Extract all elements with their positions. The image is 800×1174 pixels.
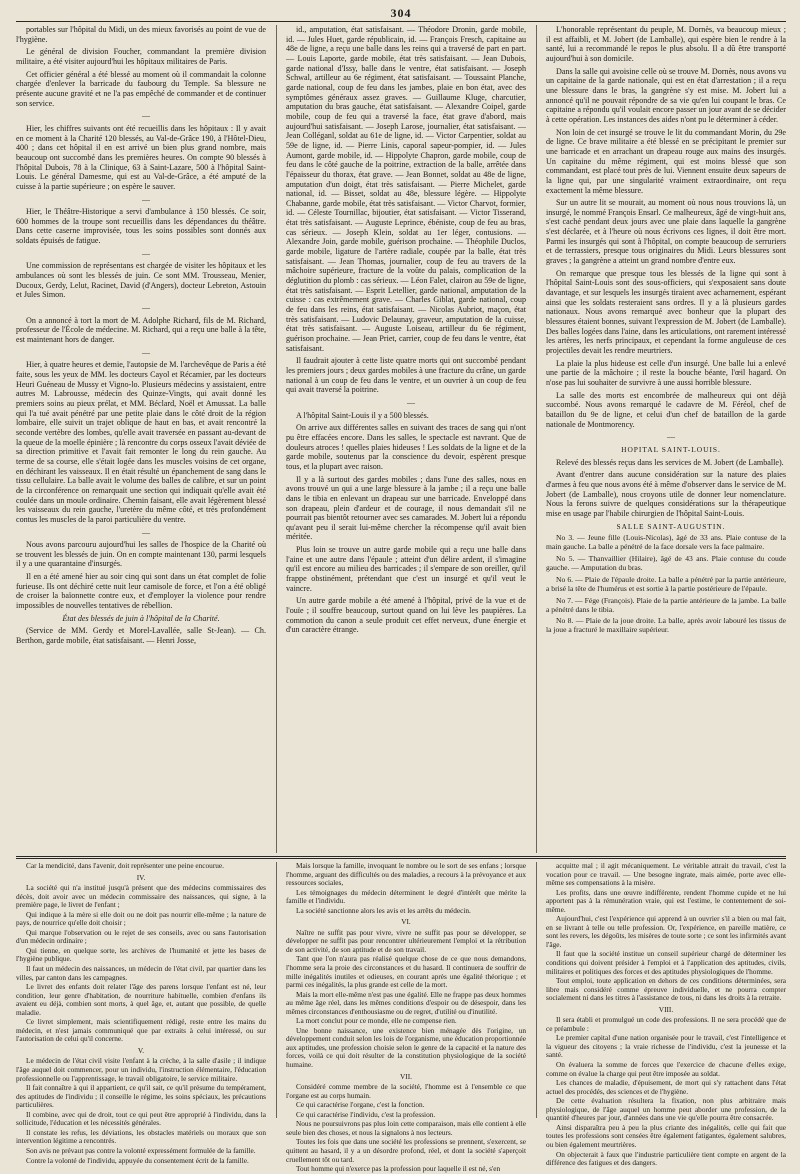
paragraph: Non loin de cet insurgé se trouve le lit du commandant Morin, du 29e de ligne. Ce brave militaire a été blessé en se précipitant le premier sur une barricade et en arrachant un drapeau rouge aux mains des insurgés. Un capitaine du même régiment, qui est moins blessé que son commandant, est placé tout près de lui. Viennent ensuite deux sapeurs de la ligne qui, par une singularité vraiment extraordinaire, ont reçu exactement la même blessure. [546, 127, 786, 195]
paragraph: Plus loin se trouve un autre garde mobile qui a reçu une balle dans l'aine et une autre dans l'épaule ; atteint d'un délire ardent, il s'imagine qu'il est encore au milieu des barricades ; il s'empare de son oreiller, qu'il frappe obstinément, prétendant que c'est un insurgé et qu'il veut le vaincre. [286, 545, 526, 593]
paragraph: Tant que l'on n'aura pas réalisé quelque chose de ce que nous demandons, l'homme sera la proie des circonstances et du hasard. Il continuera de souffrir de mille inégalités inutiles et odieuses, en courant après une égalité théorique ; et parmi ces inégalités, la plus grande est celle de la mort. [286, 954, 526, 990]
paragraph: Mais lorsque la famille, invoquant le nombre ou le sort de ses enfans ; lorsque l'homme, arguant des difficultés ou des maladies, a recours à la prévoyance et aux ressources sociales, [286, 861, 526, 888]
paragraph: Son avis ne prévaut pas contre la volonté expressément formulée de la famille. [26, 1145, 256, 1155]
paragraph: Les témoignages du médecin déterminent le degré d'intérêt que mérite la famille et l'individu. [286, 887, 526, 906]
paragraph: Tout homme qui n'exerce pas la profession pour laquelle il est né, s'en [296, 1164, 501, 1174]
paragraph: Il fait connaître à qui il appartient, ce qu'il sait, ce qu'il présume du tempérament, des aptitudes de l'individu ; il conseille le régime, les soins spéciaux, les précautions particulières. [16, 1083, 266, 1110]
paragraph: Tout emploi, toute application en dehors de ces conditions déterminées, sera libre mais considéré comme épreuve individuelle, et ne pourra compter socialement ni dans les titres à l'assistance de tous, ni dans les droits à la retraite. [546, 976, 786, 1003]
paragraph: Il constate les refus, les déviations, les obstacles matériels ou moraux que son intervention légitime a rencontrés. [16, 1127, 266, 1146]
paragraph: La société sanctionne alors les avis et les arrêts du médecin. [296, 905, 471, 915]
paragraph: On arrive aux différentes salles en suivant des traces de sang qui n'ont pu être effacées encore. Dans les salles, le spectacle est navrant. Que de douleurs atroces ! quelles plaies hideuses ! Les soldats de la ligne et de la garde mobile, soutenus par la conscience du devoir, espèrent presque tous, et la plupart avec raison. [286, 423, 526, 471]
paragraph: Cet officier général a été blessé au moment où il commandait la colonne chargée d'enlever la barricade du faubourg du Temple. Sa blessure ne présente aucune gravité et ne l'a pas empêché de commander et de continuer son service. [16, 69, 266, 108]
patient-entry: No 5. — Thanvaillier (Hilaire), âgé de 43 ans. Plaie contuse du coude gauche. — Amputation du bras. [546, 553, 786, 572]
paragraph: (Service de MM. Gerdy et Morel-Lavallée, salle St-Jean). — Ch. Berthon, garde mobile, état satisfaisant. — Henri Josse, [16, 626, 266, 646]
lower-column-right [536, 861, 786, 1168]
paragraph: Il faudrait ajouter à cette liste quatre morts qui ont succombé pendant les premiers jours ; deux gardes mobiles à une fracture du crâne, un garde national à un coup de feu dans le ventre, et un ouvrier à un coup de feu qui avait traversé la poitrine. [286, 356, 526, 395]
paragraph: portables sur l'hôpital du Midi, un des mieux favorisés au point de vue de l'hygiène. [16, 25, 266, 44]
separator: — [142, 527, 150, 537]
separator: — [142, 347, 150, 357]
separator: — [667, 432, 675, 442]
paragraph: Naître ne suffit pas pour vivre, vivre ne suffit pas pour se développer, se développer ne suffit pas pour rencontrer ultérieurement l'emploi et la rétribution de son activité, de son aptitude et de son travail. [286, 927, 526, 954]
paragraph: Le livret des enfants doit relater l'âge des parens lorsque l'enfant est né, leur condition, leur genre d'habitation, de nourriture habituelle, combien d'enfans ils avaient eu déjà, combien sont morts, à quel âge, et, autant que possible, de quelle maladie. [16, 982, 266, 1017]
paragraph: Il faut un médecin des naissances, un médecin de l'état civil, par quartier dans les villes, par canton dans les campagnes. [16, 964, 266, 982]
paragraph: Une bonne naissance, une existence bien ménagée dès l'origine, un développement conduit selon les lois de l'organisme, une éducation proportionnée aux aptitudes, une profession choisie selon le genre de la capacité et la nature des forces, voilà ce qui doit résulter de la constitution physiologique de la société humaine. [286, 1025, 526, 1070]
paragraph: Nous avons parcouru aujourd'hui les salles de l'hospice de la Charité où se trouvent les blessés de juin. On en compte maintenant 130, parmi lesquels il y a une quarantaine d'insurgés. [16, 540, 266, 569]
paragraph: Hier, le Théâtre-Historique a servi d'ambulance à 150 blessés. Ce soir, 600 hommes de la troupe sont recueillis dans les dépendances du théâtre. Dans cette caserne improvisée, tous les soins possibles sont donnés aux soldats épuisés de fatigue. [16, 207, 266, 246]
section-heading: HOPITAL SAINT-LOUIS. [621, 444, 721, 454]
paragraph: Dans la salle qui avoisine celle où se trouve M. Dornès, nous avons vu un capitaine de la garde nationale, qui est en état d'arrestation ; il a reçu une blessure dans le bras, la gangrène s'y est mise. M. Jobert lui a annoncé qu'il ne pouvait répondre de sa vie qu'en lui coupant le bras. Ce capitaine a répondu qu'il voulait encore passer un jour avant de se décider à cette opération. Les instances des aides n'ont pu le déterminer à céder. [546, 66, 786, 124]
section-number: V. [137, 1045, 145, 1055]
paragraph: Un autre garde mobile a été amené à l'hôpital, privé de la vue et de l'ouïe ; il souffre beaucoup, surtout quand on lui lève les paupières. La commotion du canon a seule produit cet effet nerveux, d'une énergie et d'un caractère étrange. [286, 596, 526, 635]
paragraph: Considéré comme membre de la société, l'homme est à l'ensemble ce que l'organe est au corps humain. [286, 1082, 526, 1100]
paragraph: id., amputation, état satisfaisant. — Théodore Dronin, garde mobile, id. — Jules Huet, garde républicain, id. — François Fresch, capitaine au 48e de ligne, a reçu une balle dans les reins qui a traversé de part en part. — Louis Laporte, garde mobile, état très satisfaisant. — Jean Dubois, garde national d'Issy, balle dans le ventre, état satisfaisant. — Joseph Schwal, artilleur au 6e régiment, état satisfaisant. — Toussaint Planche, garde national, coup de feu dans les jambes, plaie en bon état, avec des symptômes généraux assez graves. — Guillaume Kluge, charcutier, amputation du bras gauche, état satisfaisant. — Alexandre Coipel, garde mobile, coup de feu qui a traversé la face, état grave d'abord, mais aujourd'hui satisfaisant. — Joseph Larose, journalier, état satisfaisant. — Jean Colléganl, soldat au 61e de ligne, id. — Victor Carpentier, soldat au 59e de ligne, id. — Pierre Linis, caporal sapeur-pompier, id. — Jules Aumont, garde mobile, id. — Hippolyte Chapron, garde mobile, coup de feu dans le côté gauche de la poitrine, extraction de la balle, arrêtée dans l'épaisseur du thorax, état grave. — Jean Bonnet, soldat au 48e de ligne, amputation d'un doigt, état très satisfaisant. — Pierre Michelet, garde national, id. — Bisset, soldat au 48e, blessure légère. — Hippolyte Chabanne, garde mobile, état très satisfaisant. — Victor Charvot, formier, id. — Céleste Tournillac, bijoutier, état satisfaisant. — Victor Tisserand, état très satisfaisant. — Auguste Leprince, ébéniste, coup de feu au bras, cas sérieux. — Joseph Klein, soldat au 1er léger, contusions. — Alexandre Join, garde mobile, guérison prochaine. — Théophile Duclos, garde mobile, ligature de l'artère radiale, coupée par la balle, état très satisfaisant. — Jean Thomas, journalier, coup de feu au travers de la mâchoire supérieure, fracture de la voûte du palais, complication de la déglutition du plomb : cas sérieux. — Léon Falet, clairon au 59e de ligne, état très satisfaisant. — Esprit Letellier, garde national, amputation de la cuisse : cas extrêmement grave. — Charles Giblat, garde national, coup de feu dans les reins, état satisfaisant. — Nicolas Aubriot, maçon, état très satisfaisant. — Ludovic Delaunay, graveur, amputation de la cuisse, état très satisfaisant. — Auguste Loiseau, artilleur du 6e régiment, guérison prochaine. — Jean Priet, carrier, coup de feu dans le ventre, état satisfaisant. [286, 25, 526, 353]
paragraph: De cette évaluation résultera la fixation, non plus arbitraire mais physiologique, de l'âge auquel un homme peut aborder une profession, de la quantité d'heures par jour, d'années dans une vie qu'elle pourra être consacrée. [546, 1096, 786, 1123]
lower-columns [16, 861, 786, 1174]
section-number: VIII. [658, 1004, 674, 1014]
patient-entry: No 6. — Plaie de l'épaule droite. La balle a pénétré par la partie antérieure, a brisé la tête de l'humérus et est sortie à la partie postérieure de l'épaule. [546, 574, 786, 593]
patient-entry: No 8. — Plaie de la joue droite. La balle, après avoir labouré les tissus de la joue a fracturé le maxillaire supérieur. [546, 616, 786, 635]
paragraph: Hier, les chiffres suivants ont été recueillis dans les hôpitaux : Il y avait en ce moment à la Charité 120 blessés, au Val-de-Grâce 190, à l'Hôtel-Dieu, 400 ; dans cet hôpital il en est arrivé un bien plus grand nombre, mais beaucoup ont succombé dans les premières heures. On compte 90 blessés à l'hôpital Dubois, 78 à la Clinique, 63 à Saint-Lazare, 500 à l'hôpital Saint-Louis. Le général Damesme, qui est au Val-de-Grâce, a été amputé de la cuisse à la partie supérieure ; on espère le sauver. [16, 123, 266, 191]
lower-column-left [16, 861, 266, 1165]
paragraph: On objecterait à faux que l'industrie particulière tient compte en argent de la différence des fatigues et des dangers. [546, 1149, 786, 1168]
separator: — [142, 248, 150, 258]
paragraph: Sur un autre lit se mourait, au moment où nous nous trouvions là, un insurgé, le nommé François Ensarl. Ce malheureux, âgé de vingt-huit ans, s'est caché pendant deux jours avec une plaie dans laquelle la gangrène s'est déclarée, et à l'heure où nous écrivons ces lignes, il doit être mort. Parmi les insurgés qui sont à l'hôpital, on compte beaucoup de serruriers et de terrassiers, presque tous originaires du Midi. Leurs blessures sont graves ; la gangrène a atteint un grand nombre d'entre eux. [546, 198, 786, 266]
paragraph: La société qui n'a institué jusqu'à présent que des médecins commissaires des décès, doit avoir avec un médecin commissaire des naissances, qui signe, à la première page, le livret de l'enfant ; [16, 883, 266, 910]
section-heading: SALLE SAINT-AUGUSTIN. [616, 521, 726, 531]
paragraph: Relevé des blessés reçus dans les services de M. Jobert (de Lamballe). [556, 457, 784, 467]
separator: — [142, 111, 150, 121]
paragraph: Ce qui caractérise l'individu, c'est la profession. [296, 1109, 436, 1119]
section-number: IV. [136, 872, 146, 882]
paragraph: Ce livret simplement, mais scientifiquement rédigé, reste entre les mains du médecin, et n'est jamais communiqué que par extraits à celui intéressé, ou sur l'autorisation de celui qu'il concerne. [16, 1017, 266, 1044]
paragraph: Les chances de maladie, d'épuisement, de mort qui s'y rattachent dans l'état actuel des procédés, des sciences et de l'hygiène. [546, 1078, 786, 1096]
patient-entry: No 3. — Jeune fille (Louis-Nicolas), âgé de 33 ans. Plaie contuse de la main gauche. La balle a pénétré de la face dorsale vers la face palmaire. [546, 533, 786, 552]
paragraph: L'honorable représentant du peuple, M. Dornès, va beaucoup mieux ; il est affaibli, et M. Jobert (de Lamballe), qui espère bien le rendre à la santé, lui a recommandé le repos le plus absolu. Il a dû être transporté aujourd'hui à son domicile. [546, 25, 786, 63]
upper-column-middle [276, 25, 526, 853]
paragraph: Avant d'entrer dans aucune considération sur la nature des plaies d'armes à feu que nous avons été à même d'observer dans le service de M. Jobert (de Lamballe), nous croyons utile de donner leur nomenclature. Nous la ferons suivre de quelques considérations sur la thérapeutique mise en usage par l'habile chirurgien de l'hôpital Saint-Louis. [546, 470, 786, 518]
upper-columns [16, 25, 786, 853]
paragraph: Contre la volonté de l'individu, appuyée du consentement écrit de la famille. [26, 1155, 249, 1165]
paragraph: On évaluera la somme de forces que l'exercice de chacune d'elles exige, comme on évalue la charge qui peut être imposée au soldat. [546, 1060, 786, 1078]
paragraph: Le médecin de l'état civil visite l'enfant à la crèche, à la salle d'asile ; il indique l'âge auquel doit commencer, pour un individu, l'instruction élémentaire, l'éducation professionnelle ou l'apprentissage, le travail obligatoire, le service militaire. [16, 1056, 266, 1083]
paragraph: Il en a été amené hier au soir cinq qui sont dans un état complet de folie furieuse. Ils ont déchiré cette nuit leur camisole de force, et l'on a été obligé de croiser la baïonnette contre eux, et d'employer la violence pour rendre impossibles de nouvelles tentatives de rébellion. [16, 572, 266, 611]
paragraph: Car la mendicité, dans l'avenir, doit représenter une peine encourue. [26, 861, 224, 870]
separator: — [142, 194, 150, 204]
patient-entry: No 7. — Fége (François). Plaie de la partie antérieure de la jambe. La balle a pénétré dans le tibia. [546, 595, 786, 614]
page-number: 304 [390, 6, 412, 20]
upper-column-right [536, 25, 786, 853]
paragraph: Les profits, dans une œuvre indifférente, rendent l'homme cupide et ne lui apportent pas à la rémunération vraie, qui est l'estime, le contentement de soi-même. [546, 887, 786, 914]
paragraph: La salle des morts est encombrée de malheureux qui ont déjà succombé. Nous avons remarqué le cadavre de M. Féréol, chef de bataillon du 9e de ligne, et celui d'un chef de bataillon de la garde nationale de Montmorency. [546, 390, 786, 429]
paragraph: Il sera établi et promulgué un code des professions. Il ne sera procédé que de ce préambule : [546, 1015, 786, 1033]
section-divider [16, 856, 786, 859]
upper-column-left [16, 25, 266, 853]
paragraph: Qui tienne, en quelque sorte, les archives de l'humanité et jette les bases de l'hygiène publique. [16, 945, 266, 964]
section-number: VII. [400, 1071, 412, 1081]
paragraph: On remarque que presque tous les blessés de la ligne qui sont à l'hôpital Saint-Louis sont des sous-officiers, qui s'exposaient sans doute davantage, et sur lesquels les insurgés tiraient avec acharnement, espérant ainsi que les soldats resteraient sans ordres. Il y a là plusieurs gardes nationaux. Nous avons remarqué avec bonheur que la plupart des blessures étaient bonnes, suivant l'expression de M. Jobert (de Lamballe). Des balles logées dans l'aine, dans les articulations, ont rarement intéressé les artères, les nerfs principaux, et cependant la forme anguleuse de ces projectiles devait les rendre meurtriers. [546, 268, 786, 355]
paragraph: Toutes les fois que dans une société les professions se prennent, s'exercent, se quittent au hasard, il y a un désordre profond, réel, et dont la société s'aperçoit cruellement tôt ou tard. [286, 1137, 526, 1164]
paragraph: Il combine, avec qui de droit, tout ce qui peut être approprié à l'individu, dans la sollicitude, l'éducation et les nécessités générales. [16, 1109, 266, 1128]
paragraph: Hier, à quatre heures et demie, l'autopsie de M. l'archevêque de Paris a été faite, sous les yeux de MM. les docteurs Cayol et Récamier, par les docteurs Heuri Guéneau de Mussy et Vigno-lo. Plusieurs médecins y assistaient, entre autres M. Labrousse, médecin des Quinze-Vingts, qui avait donné les premiers soins au pieux prélat, et MM. Béclard, Noël et Amussat. La balle qui l'a tué avait pénétré par une petite plaie dans le côté droit de la région lombaire, elle suivit un trajet oblique de haut en bas, et avait rencontré la seconde vertèbre des lombes, qu'elle avait traversée en passant au-devant de la queue de la moelle épinière ; là rencontre du corps osseux l'avait déviée de sa direction primitive et l'avait fait remonter le long du rein gauche. Au terme de sa course, elle s'était logée dans les muscles voisins de cet organe, en déchirant les vaisseaux. Il en était résulté un épanchement de sang dans le tissu cellulaire. La balle avait le volume des balles de calibre, et sur un point de la circonférence on remarquait une section qui indiquait qu'elle avait été coulée dans un moule ordinaire. Chemin faisant, elle avait légèrement blessé les vaisseaux du rein gauche, l'uretère du même côté, et très profondément contus les muscles de la paroi particulière du ventre. [16, 360, 266, 524]
paragraph: Une commission de représentans est chargée de visiter les hôpitaux et les ambulances où sont les blessés de juin. Ce sont MM. Trousseau, Menier, Ducoux, Gerdy, Lelut, Racinet, David (d'Angers), docteur Lebreton, Astouin et Jules Simon. [16, 261, 266, 300]
paragraph: La plaie la plus hideuse est celle d'un insurgé. Une balle lui a enlevé une partie de la mâchoire ; il reste la bouche béante, l'œil hagard. On n'ose pas lui souhaiter de survivre à une aussi horrible blessure. [546, 358, 786, 387]
lower-column-middle [276, 861, 526, 1174]
paragraph: Qui marque l'observation ou le rejet de ses conseils, avec ou sans l'autorisation d'un médecin ordinaire ; [16, 927, 266, 946]
paragraph: Ce qui caractérise l'organe, c'est la fonction. [296, 1100, 425, 1110]
paragraph: A l'hôpital Saint-Louis il y a 500 blessés. [296, 410, 429, 420]
paragraph: Il faut que la société institue un conseil supérieur chargé de déterminer les conditions qui doivent présider à l'emploi et à l'application des aptitudes, civils, militaires et politiques des forces et des aptitudes physiologiques de l'homme. [546, 949, 786, 976]
paragraph: Le général de division Foucher, commandant la première division militaire, a été visiter aujourd'hui les hôpitaux militaires de Paris. [16, 47, 266, 66]
paragraph: La mort conclut pour ce monde, elle ne compense rien. [296, 1016, 457, 1026]
paragraph: Le premier capital d'une nation organisée pour le travail, c'est l'intelligence et la vigueur des citoyens ; la vraie richesse de l'individu, c'est la jeunesse et la santé. [546, 1033, 786, 1060]
paragraph: Mais la mort elle-même n'est pas une égalité. Elle ne frappe pas deux hommes au même âge réel, dans les mêmes conditions d'espoir ou de désespoir, dans les mêmes circonstances d'enthousiasme ou de regret, d'utilité ou d'inutilité. [286, 989, 526, 1016]
paragraph: On a annoncé à tort la mort de M. Adolphe Richard, fils de M. Richard, professeur de l'École de médecine. M. Richard, qui a reçu une balle à la tête, est maintenant hors de danger. [16, 315, 266, 345]
paragraph: Aujourd'hui, c'est l'expérience qui apprend à un ouvrier s'il a bien ou mal fait, en se livrant à telle ou telle profession. Or, l'expérience, en pareille matière, ce sont les revers, les dégoûts, les misères de toute sorte ; ce sont les infirmités avant l'âge. [546, 914, 786, 949]
table-heading: État des blessés de juin à l'hôpital de la Charité. [62, 613, 220, 623]
paragraph: acquitte mal ; il agit mécaniquement. Le véritable attrait du travail, c'est la vocation pour ce travail. — Une besogne ingrate, mais aimée, porte avec elle-même ses compensations à la misère. [546, 861, 786, 888]
section-number: VI. [401, 917, 411, 927]
paragraph: Ainsi disparaîtra peu à peu la plus criante des inégalités, celle qui fait que toutes les professions sont censées être également fatigantes, également salubres, ou bien également meurtrières. [546, 1122, 786, 1149]
paragraph: Qui indique à la mère si elle doit ou ne doit pas nourrir elle-même ; la nature de pays, de nourrice qu'elle doit choisir ; [16, 909, 266, 928]
separator: — [142, 303, 150, 313]
paragraph: Nous ne poursuivrons pas plus loin cette comparaison, mais elle contient à elle seule bien des choses, et nous la signalons à nos lecteurs. [286, 1119, 526, 1137]
top-rule [16, 21, 786, 22]
separator: — [407, 397, 415, 407]
paragraph: Il y a là surtout des gardes mobiles ; dans l'une des salles, nous en avons trouvé un qui a une large blessure à la jambe ; il a reçu une balle dans le tibia en enlevant un drapeau sur une barricade. Enveloppé dans son drapeau, plein d'ardeur et de courage, il nous demandait s'il ne pourrait pas bientôt retourner avec ses camarades. M. Jobert lui a répondu qu'avant peu il serait lui-même chercher la récompense qu'il avait bien méritée. [286, 474, 526, 542]
